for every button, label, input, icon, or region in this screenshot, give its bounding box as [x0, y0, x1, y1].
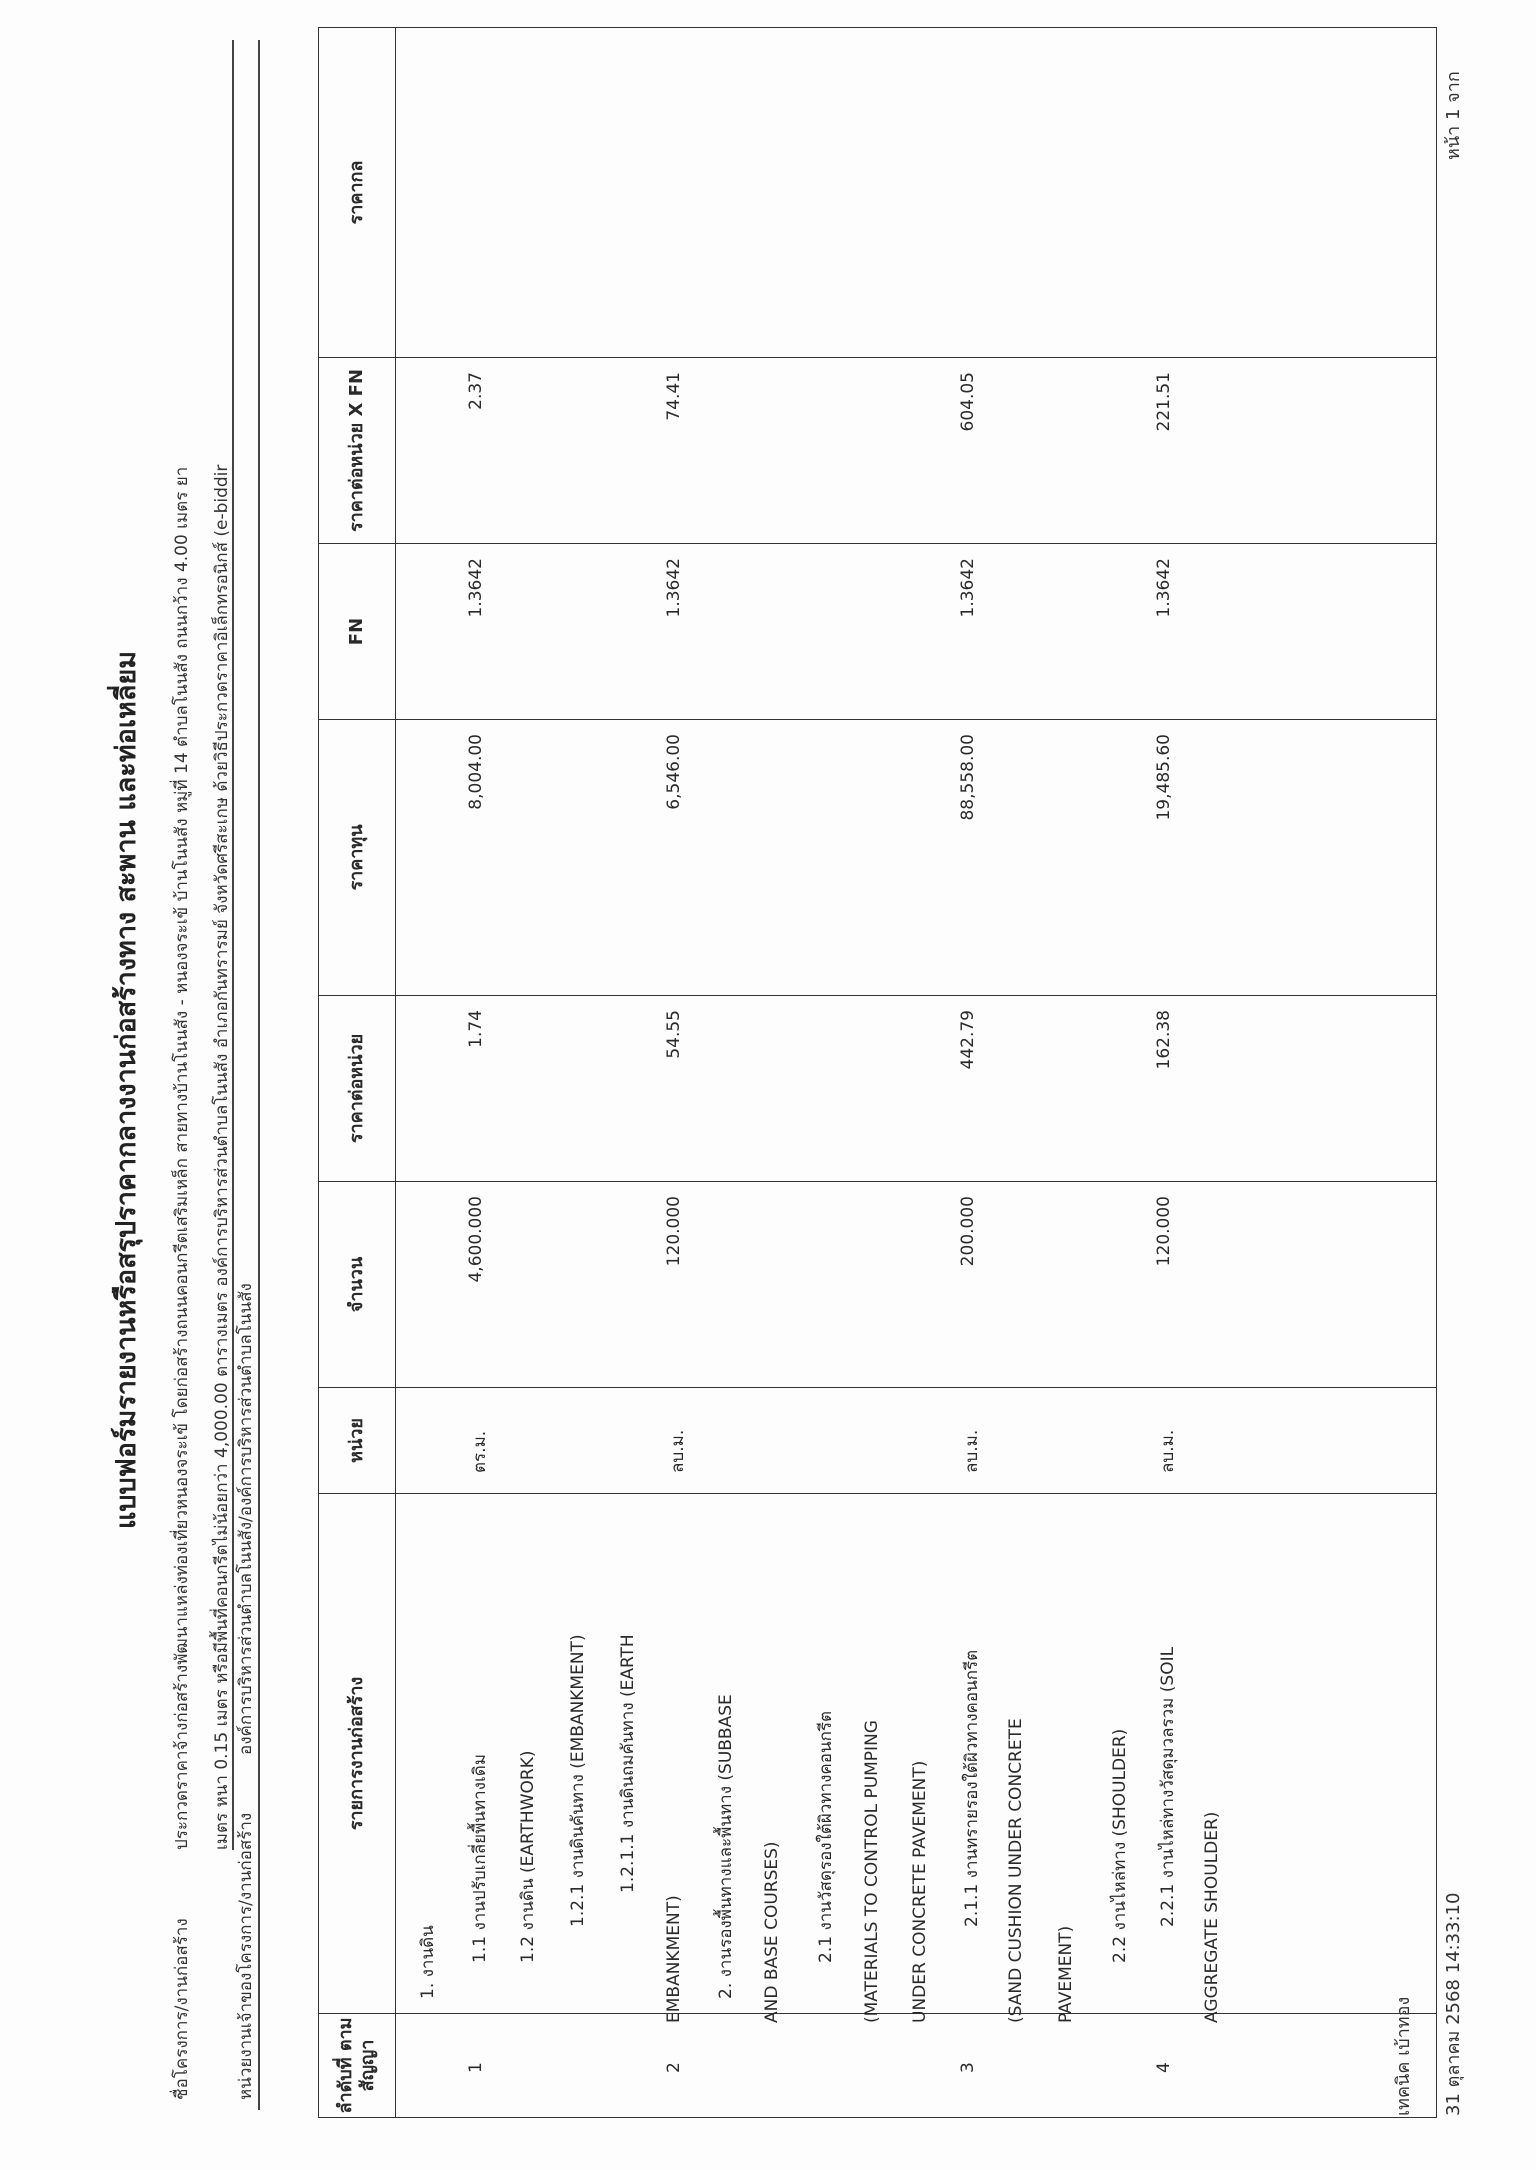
- col-header-fn: FN: [319, 544, 396, 720]
- row-fn: 1.3642: [1154, 558, 1174, 618]
- row-no: 4: [1154, 2062, 1174, 2073]
- col-header-no: ลำดับที่ ตามสัญญา: [319, 2014, 396, 2118]
- cell-item-description: [396, 1494, 1437, 2023]
- row-cost: 8,004.00: [466, 734, 486, 810]
- item-line: 2.2 งานไหล่ทาง (SHOULDER): [1110, 1728, 1130, 1963]
- document-title: แบบฟอร์มรายงานหรือสรุปราคากลางงานก่อสร้างทาง สะพาน และท่อเหลี่ยม: [111, 650, 142, 1530]
- item-line: AND BASE COURSES): [762, 1841, 782, 2023]
- agency-label: หน่วยงานเจ้าของโครงการ/งานก่อสร้าง: [236, 1812, 256, 2100]
- cell-no: [396, 2014, 1437, 2118]
- row-fn: 1.3642: [958, 558, 978, 618]
- item-line: EMBANKMENT): [664, 1895, 684, 2023]
- item-line: 2.2.1 งานไหล่ทางวัสดุมวลรวม (SOIL: [1158, 1646, 1178, 1927]
- item-line: (SAND CUSHION UNDER CONCRETE: [1006, 1718, 1026, 2023]
- item-line: UNDER CONCRETE PAVEMENT): [910, 1760, 930, 2023]
- price-summary-table: [318, 27, 1437, 2118]
- row-unit-fn: 604.05: [958, 372, 978, 432]
- row-no: 1: [466, 2062, 486, 2073]
- row-qty: 200.000: [958, 1196, 978, 1267]
- item-line: 1.2.1.1 งานดินถมคันทาง (EARTH: [618, 1634, 638, 1893]
- col-header-total: ราคากล: [319, 28, 396, 358]
- row-unit-cost: 162.38: [1154, 1010, 1174, 1070]
- agency-value: องค์การบริหารส่วนตำบลโนนสัง/องค์การบริหารส่วนตำบลโนนสัง: [236, 1283, 256, 1755]
- col-header-unit: หน่วย: [319, 1388, 396, 1494]
- row-unit-cost: 1.74: [466, 1010, 486, 1048]
- project-description-line2: เมตร หนา 0.15 เมตร หรือมีพื้นที่คอนกรีตไม่น้อยกว่า 4,000.00 ตารางเมตร องค์การบริหารส่วนตำบลโนนสัง อำเภอกันทรารมย์ จังหวัดศรีสะเกษ ด้วยวิธีประกวดราคาอิเล็กทรอนิกส์ (e-biddir: [212, 464, 232, 1850]
- project-description-line1: ประกวดราคาจ้างก่อสร้างพัฒนาแหล่งท่องเที่ยวหนองจระเข้ โดยก่อสร้างถนนคอนกรีตเสริมเหล็ก สายทางบ้านโนนสัง - หนองจระเข้ บ้านโนนสัง หมู่ที่ 14 ตำบลโนนสัง ถนนกว้าง 4.00 เมตร ยา: [172, 466, 192, 1850]
- cell-unit-cost: [396, 996, 1437, 1182]
- item-line: 2. งานรองพื้นทางและพื้นทาง (SUBBASE: [716, 1694, 736, 1999]
- col-header-unit-cost: ราคาต่อหน่วย: [319, 996, 396, 1182]
- row-cost: 6,546.00: [664, 734, 684, 810]
- row-unit: ลบ.ม.: [668, 1429, 688, 1473]
- cell-qty: [396, 1182, 1437, 1388]
- item-line: 1.2 งานดิน (EARTHWORK): [518, 1750, 538, 1963]
- row-unit: ตร.ม.: [470, 1430, 490, 1473]
- cell-unit-fn: [396, 358, 1437, 544]
- header-divider: [258, 40, 260, 2110]
- cell-cost: [396, 720, 1437, 996]
- item-line: 1. งานดิน: [418, 1925, 438, 1999]
- row-qty: 4,600.000: [466, 1196, 486, 1283]
- row-qty: 120.000: [1154, 1196, 1174, 1267]
- row-fn: 1.3642: [466, 558, 486, 618]
- table-body-row: [396, 28, 1437, 2118]
- row-unit-fn: 2.37: [466, 372, 486, 410]
- row-cost: 88,558.00: [958, 734, 978, 821]
- project-label: ชื่อโครงการ/งานก่อสร้าง: [172, 1918, 192, 2100]
- row-no: 3: [958, 2062, 978, 2073]
- footer-page-number: หน้า 1 จาก: [1443, 71, 1464, 160]
- row-unit-fn: 221.51: [1154, 372, 1174, 432]
- row-unit-fn: 74.41: [664, 372, 684, 421]
- col-header-unit-fn: ราคาต่อหน่วย X FN: [319, 358, 396, 544]
- row-no: 2: [664, 2062, 684, 2073]
- item-line: 1.1 งานปรับเกลี่ยพื้นทางเดิม: [470, 1753, 490, 1963]
- cell-total: [396, 28, 1437, 358]
- row-cost: 19,485.60: [1154, 734, 1174, 821]
- row-fn: 1.3642: [664, 558, 684, 618]
- item-line: 2.1.1 งานทรายรองใต้ผิวทางคอนกรีต: [962, 1649, 982, 1927]
- rotated-document-page: [18, 30, 1518, 2150]
- row-unit-cost: 442.79: [958, 1010, 978, 1070]
- col-header-item: รายการงานก่อสร้าง: [319, 1494, 396, 2014]
- item-line: (MATERIALS TO CONTROL PUMPING: [862, 1720, 882, 2023]
- row-unit: ลบ.ม.: [1158, 1429, 1178, 1473]
- table-header-row: [319, 28, 396, 2118]
- item-line: 1.2.1 งานดินคันทาง (EMBANKMENT): [568, 1634, 588, 1927]
- row-unit: ลบ.ม.: [962, 1429, 982, 1473]
- footer-datetime: 31 ตุลาคม 2568 14:33:10: [1443, 1892, 1464, 2116]
- item-line: AGGREGATE SHOULDER): [1202, 1811, 1222, 2023]
- col-header-cost: ราคาทุน: [319, 720, 396, 996]
- item-line: PAVEMENT): [1056, 1925, 1076, 2023]
- cell-unit: [396, 1388, 1437, 1494]
- col-header-qty: จำนวน: [319, 1182, 396, 1388]
- footer-name: เทคนิค เบ้าทอง: [1393, 1996, 1414, 2116]
- cell-fn: [396, 544, 1437, 720]
- row-unit-cost: 54.55: [664, 1010, 684, 1059]
- row-qty: 120.000: [664, 1196, 684, 1267]
- item-line: 2.1 งานวัสดุรองใต้ผิวทางคอนกรีต: [816, 1710, 836, 1963]
